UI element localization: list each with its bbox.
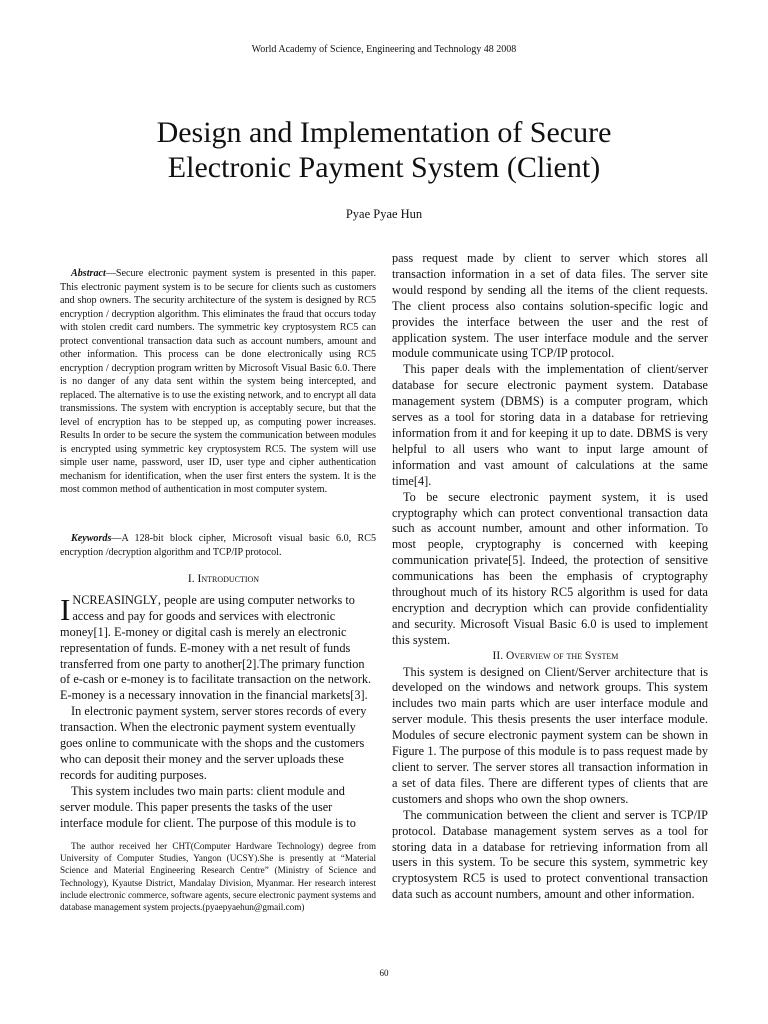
keywords-text: —A 128-bit block cipher, Microsoft visual basic 6.0, RC5 encryption /decryption algorithm and TCP/IP protocol. <box>60 533 376 558</box>
running-header: World Academy of Science, Engineering and Technology 48 2008 <box>251 44 517 55</box>
page-number: 60 <box>379 968 389 978</box>
title-line-1: Design and Implementation of Secure <box>156 116 612 149</box>
section-2-heading: II. Overview of the System <box>492 649 619 662</box>
overview-paragraph-1: This system is designed on Client/Server architecture that is developed on the windows and network groups. This system includes two main parts which are user interface module and server module. This thesis presents the user interface module. Modules of secure electronic payment system can be shown in Figure 1. The purpose of this module is to pass request made by client to server. The server stores all transaction information in a set of data files. There are different types of clients that are customers and shops who own the shop owners. <box>392 664 708 806</box>
right-column <box>392 251 708 903</box>
drop-cap: I <box>60 591 71 627</box>
continued-paragraph: pass request made by client to server which stores all transaction information in a set of data files. The server site would respond by sending all the items of the client requests. The client process also contains solution-specific logic and provides the interface between the user and the rest of application system. The user interface module and the server module communicate using TCP/IP protocol. <box>392 251 708 361</box>
dbms-paragraph: This paper deals with the implementation of client/server database for secure electronic payment system. Database management system (DBMS) is a computer program, which serves as a tool for storing data in a database for retrieving information from it and for keeping it up to date. DBMS is very helpful to all users who want to input large amount of information and vast amount of calculations at the same time[4]. <box>392 362 708 488</box>
intro-paragraph-2: In electronic payment system, server stores records of every transaction. When the electronic payment system eventually goes online to communicate with the shops and the customers who can deposit their money and the server uploads these records for auditing purposes. <box>60 704 367 782</box>
abstract-text: —Secure electronic payment system is presented in this paper. This electronic payment system is to be secure for clients such as customers and shop owners. The security architecture of the system is designed by RC5 encryption / decryption algorithm. This eliminates the fraud that occurs today with stolen credit card numbers. The symmetric key cryptosystem RC5 can protect conventional transaction data such as account numbers, amount and other information. This process can be done electronically using RC5 encryption / decryption program written by Microsoft Visual Basic 6.0. There is no danger of any data sent within the system being intercepted, and replaced. The alternative is to use the existing network, and to encrypt all data transmissions. The system with encryption is acceptably secure, but that the level of encryption has to be stepped up, as computing power increases. Results In order to be secure the system the communication between modules is encrypted using symmetric key cryptosystem RC5. The system will use simple user name, password, user ID, user type and cipher authentication mechanism for identification, when the user first enters the system. It is the most common method of authentication in most computer system. <box>60 268 376 495</box>
title-line-2: Electronic Payment System (Client) <box>167 151 601 184</box>
introduction-section <box>60 572 376 832</box>
intro-smallcaps: NCREASINGLY <box>72 592 158 607</box>
overview-paragraph-2: The communication between the client and server is TCP/IP protocol. Database management system serves as a tool for storing data in a database for retrieving information from all users in this system. To be secure this system, symmetric key cryptosystem RC5 is used to protect conventional transaction data such as account numbers, amount and other information. <box>392 807 708 902</box>
keywords-label: Keywords <box>71 533 112 544</box>
cryptography-paragraph: To be secure electronic payment system, it is used cryptography which can protect conventional transaction data such as account number, amount and other information. To most people, cryptography is concerned with keeping communication private[5]. Indeed, the protection of sensitive communications has been the emphasis of cryptography throughout much of its history RC5 algorithm is used for data encryption and decryption which can provide confidentiality and security. Microsoft Visual Basic 6.0 is used to implement this system. <box>392 489 708 647</box>
author-footnote: The author received her CHT(Computer Hardware Technology) degree from University of Computer Studies, Yangon (UCSY).She is presently at “Material Science and Material Engineering Research Centre” (Ministry of Science and Technology), Kyautse District, Mandalay Division, Myanmar. Her research interest include electronic commerce, software agents, secure electronic payment systems and database management system projects.(pyaepyaehun@gmail.com) <box>60 841 376 913</box>
abstract-label: Abstract <box>71 268 106 279</box>
section-1-heading: I. Introduction <box>187 573 260 585</box>
intro-paragraph-1: INCREASINGLY, people are using computer networks to access and pay for goods and services with electronic money[1]. E-money or digital cash is merely an electronic representation of funds. E-money with a net result of funds transferred from one party to another[2].The primary function of e-cash or e-money is to facilitate transaction on the network. E-money is a necessary innovation in the financial markets[3]. <box>60 591 372 703</box>
intro-paragraph-3: This system includes two main parts: client module and server module. This paper presents the tasks of the user interface module for client. The purpose of this module is to <box>60 783 356 830</box>
author-name: Pyae Pyae Hun <box>345 207 423 221</box>
keywords <box>60 532 376 559</box>
paper-title <box>0 115 768 185</box>
abstract <box>60 267 376 497</box>
